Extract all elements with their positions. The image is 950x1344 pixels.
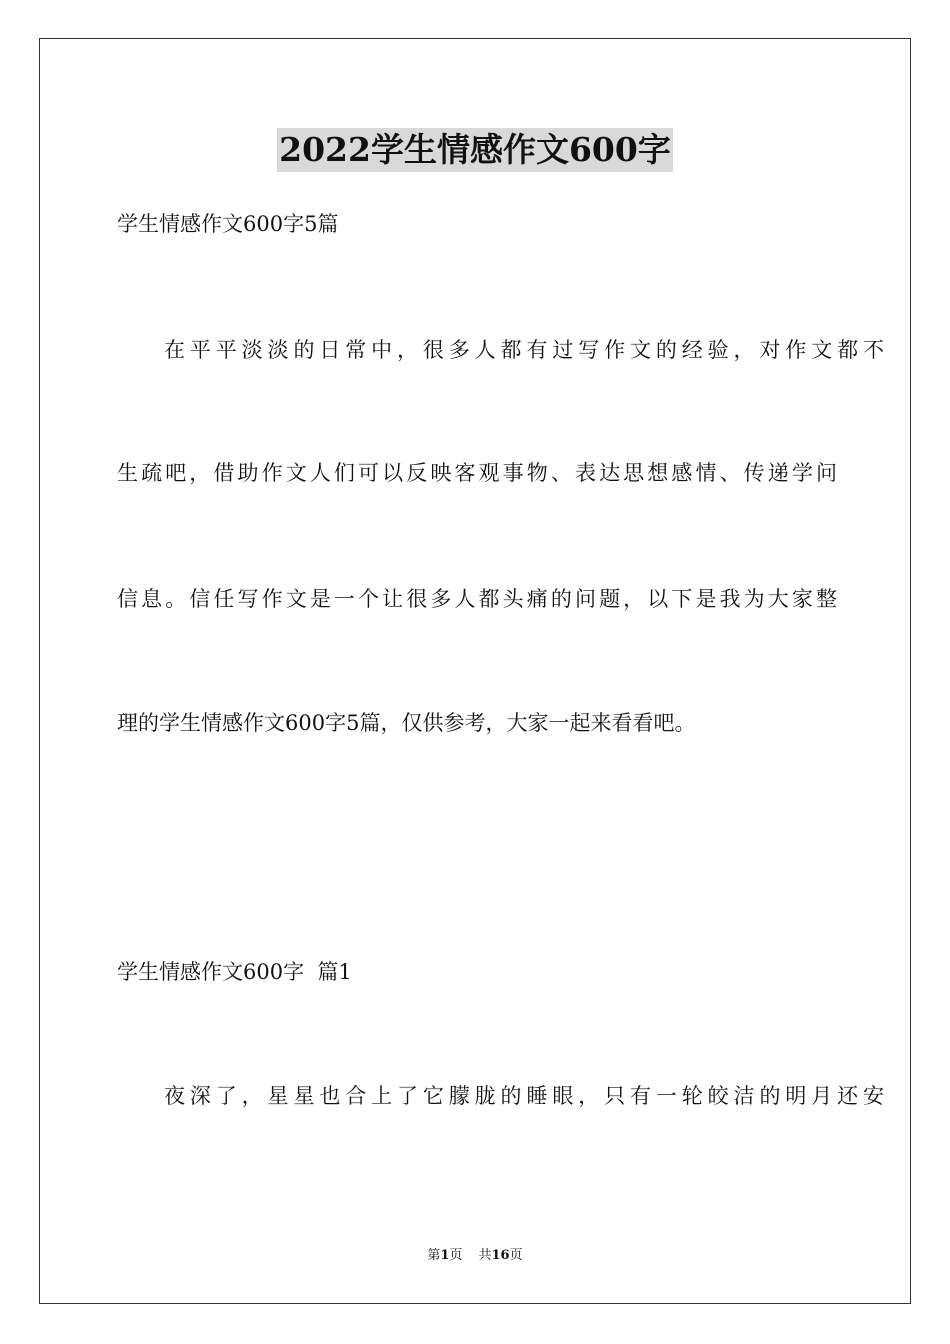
paragraph-line-3: 信息。信任写作文是一个让很多人都头痛的问题，以下是我为大家整 bbox=[117, 587, 837, 611]
page-suffix: 页 bbox=[449, 1248, 463, 1263]
title-container bbox=[0, 128, 950, 172]
total-prefix: 共 bbox=[478, 1248, 492, 1263]
document-title: 2022学生情感作文600字 bbox=[277, 128, 673, 172]
paragraph-line-1: 在平平淡淡的日常中，很多人都有过写作文的经验，对作文都不 bbox=[164, 338, 884, 362]
page-prefix: 第 bbox=[427, 1248, 441, 1263]
total-pages: 16 bbox=[491, 1248, 510, 1263]
page-number: 1 bbox=[440, 1248, 450, 1263]
paragraph-line-2: 生疏吧，借助作文人们可以反映客观事物、表达思想感情、传递学问 bbox=[117, 461, 837, 485]
document-subtitle: 学生情感作文600字5篇 bbox=[117, 212, 339, 236]
total-suffix: 页 bbox=[509, 1248, 523, 1263]
section-first-line: 夜深了，星星也合上了它朦胧的睡眼，只有一轮皎洁的明月还安 bbox=[164, 1084, 884, 1108]
paragraph-line-4: 理的学生情感作文600字5篇，仅供参考，大家一起来看看吧。 bbox=[117, 711, 696, 735]
page-footer bbox=[0, 1247, 950, 1265]
section-heading: 学生情感作文600字 篇1 bbox=[117, 960, 352, 984]
